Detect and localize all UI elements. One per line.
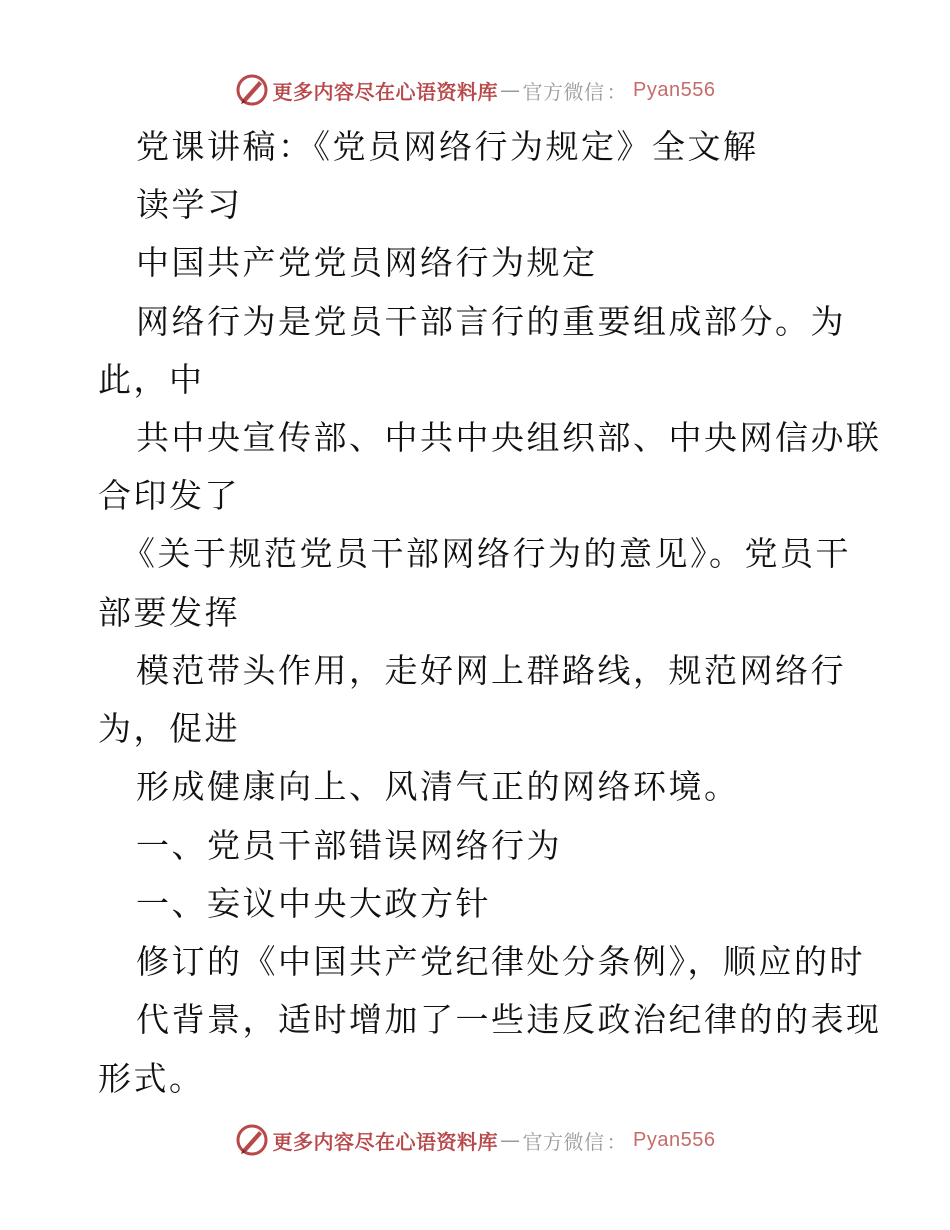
banner-wechat-id: Pyan556 — [633, 1128, 716, 1151]
doc-paragraph-line: 此，中 — [98, 360, 205, 399]
doc-paragraph-line: 《关于规范党员干部网络行为的意见》。党员干 — [122, 534, 851, 573]
banner-colon: ： — [606, 79, 628, 104]
doc-paragraph-line: 形式。 — [98, 1059, 205, 1098]
doc-paragraph-line: 共中央宣传部、中共中央组织部、中央网信办联 — [136, 418, 882, 457]
doc-title-line-1: 党课讲稿：《党员网络行为规定》全文解 — [136, 127, 759, 166]
doc-paragraph-line: 部要发挥 — [98, 593, 240, 632]
doc-section-heading: 一、党员干部错误网络行为 — [136, 826, 562, 865]
banner-wechat-id: Pyan556 — [633, 78, 716, 101]
doc-title-line-2: 读学习 — [136, 185, 243, 224]
doc-paragraph-line: 网络行为是党员干部言行的重要组成部分。为 — [136, 302, 846, 341]
doc-paragraph-line: 为，促进 — [98, 709, 240, 748]
banner-main-text: 更多内容尽在心语资料库 — [272, 79, 499, 104]
banner-wechat-label: 官方微信 — [522, 79, 605, 104]
banner-main-text: 更多内容尽在心语资料库 — [272, 1129, 499, 1154]
banner-dash: — — [500, 1128, 521, 1152]
footer-banner — [0, 1120, 950, 1160]
doc-paragraph-line: 模范带头作用，走好网上群路线，规范网络行 — [136, 651, 846, 690]
doc-heading: 中国共产党党员网络行为规定 — [136, 243, 598, 282]
doc-paragraph-line: 修订的《中国共产党纪律处分条例》，顺应的时 — [136, 942, 865, 981]
banner-dash: — — [500, 78, 521, 102]
banner-wechat-label: 官方微信 — [522, 1129, 605, 1154]
doc-paragraph-line: 合印发了 — [98, 476, 240, 515]
doc-subsection-heading: 一、妄议中央大政方针 — [136, 884, 491, 923]
banner-colon: ： — [606, 1129, 628, 1154]
doc-paragraph-line: 形成健康向上、风清气正的网络环境。 — [136, 767, 740, 806]
quill-pen-logo-icon — [235, 1123, 269, 1157]
doc-paragraph-line: 代背景，适时增加了一些违反政治纪律的的表现 — [136, 1000, 882, 1039]
